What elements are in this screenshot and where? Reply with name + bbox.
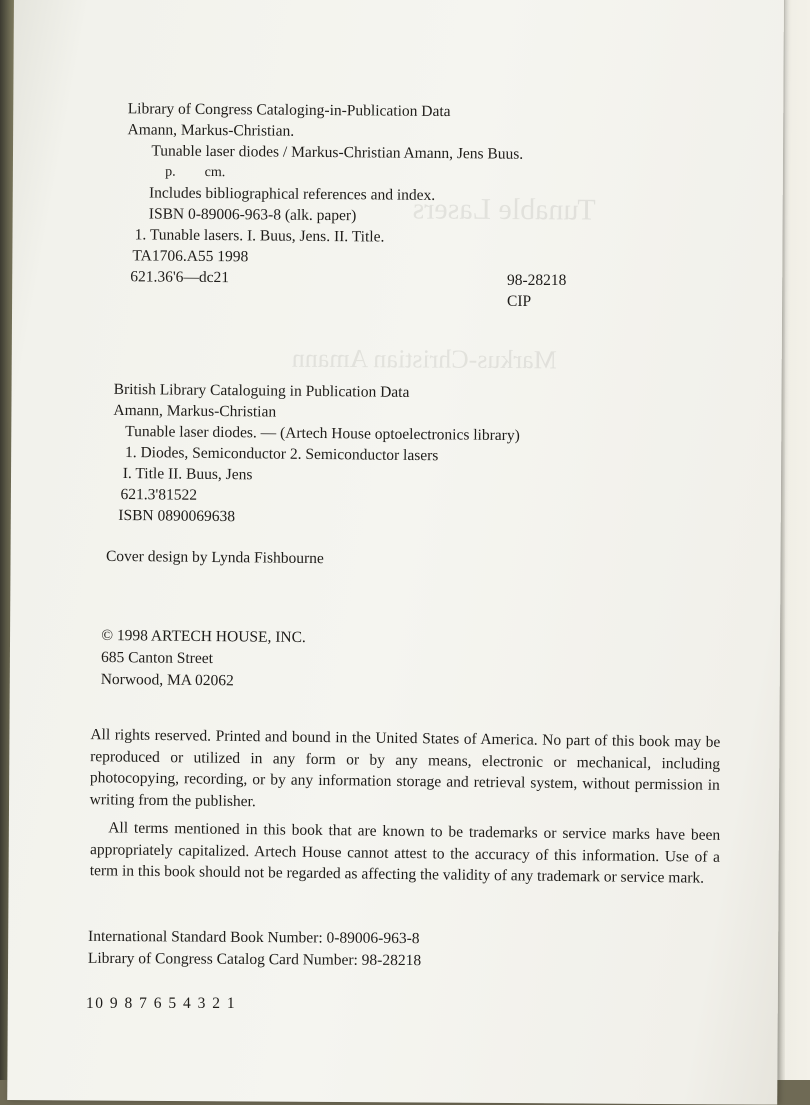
publisher-street: 685 Canton Street: [100, 648, 214, 668]
bl-cip-block: [112, 379, 520, 530]
lc-cip-heading: Library of Congress Cataloging-in-Publication Data: [127, 100, 451, 121]
lc-cip-includes: Includes bibliographical references and index.: [148, 184, 436, 204]
lc-cip-title: Tunable laser diodes / Markus-Christian Amann, Jens Buus.: [151, 142, 524, 163]
lc-cip-author: Amann, Markus-Christian.: [127, 121, 295, 140]
trademark-paragraph: All terms mentioned in this book that are known to be trademarks or service marks have been appropriately capitalized. Artech House cannot attest to the accuracy of this information. Use of a term in this book should not be regarded as affecting the validity of any trademark or service mark.: [89, 819, 721, 887]
lccn-line: Library of Congress Catalog Card Number: 98-28218: [87, 949, 422, 970]
bl-cip-class: 621.3'81522: [120, 485, 198, 504]
bl-cip-title: Tunable laser diodes. — (Artech House optoelectronics library): [125, 422, 520, 445]
lc-cip-right: [507, 270, 566, 312]
lc-cip-lccn: 98-28218: [507, 272, 567, 289]
show-through-shadow: Tunable Lasers: [412, 192, 596, 227]
bl-cip-subjects: 1. Diodes, Semiconductor 2. Semiconductor lasers: [124, 443, 439, 465]
printing-line: 10 9 8 7 6 5 4 3 2 1: [86, 995, 237, 1012]
publisher-city: Norwood, MA 02062: [100, 670, 234, 690]
lc-cip-block: [126, 98, 523, 290]
cover-design-text: Cover design by Lynda Fishbourne: [105, 547, 324, 568]
bl-cip-titles: I. Title II. Buus, Jens: [122, 464, 253, 484]
printing-line-block: [86, 993, 236, 1014]
publisher-block: [101, 625, 306, 693]
numbers-block: [88, 926, 421, 972]
bl-cip-author: Amann, Markus-Christian: [113, 401, 277, 421]
bl-cip-heading: British Library Cataloguing in Publication Data: [113, 380, 410, 401]
publisher-copyright: © 1998 ARTECH HOUSE, INC.: [101, 626, 306, 647]
lc-cip-dewey: 621.36'6—dc21: [130, 268, 230, 287]
lc-cip-pages-p: p.: [165, 164, 176, 180]
lc-cip-cip: CIP: [507, 293, 532, 310]
cover-design-credit: [106, 546, 324, 569]
lc-cip-pages-cm: cm.: [204, 164, 226, 181]
lc-cip-call-number: TA1706.A55 1998: [132, 247, 249, 266]
bl-cip-isbn: ISBN 0890069638: [118, 506, 236, 526]
lc-cip-isbn: ISBN 0-89006-963-8 (alk. paper): [148, 205, 357, 225]
lc-cip-subjects: 1. Tunable lasers. I. Buus, Jens. II. Title.: [134, 226, 385, 246]
show-through-shadow: Markus-Christian Amann: [291, 343, 557, 375]
rights-paragraph: All rights reserved. Printed and bound in the United States of America. No part of this book may be reproduced or utilized in any form or by any means, electronic or mechanical, including photocopying, recording, or by any information storage and retrieval system, without permission in writing from the publisher.: [89, 726, 721, 810]
isbn-line: International Standard Book Number: 0-89006-963-8: [88, 927, 420, 948]
